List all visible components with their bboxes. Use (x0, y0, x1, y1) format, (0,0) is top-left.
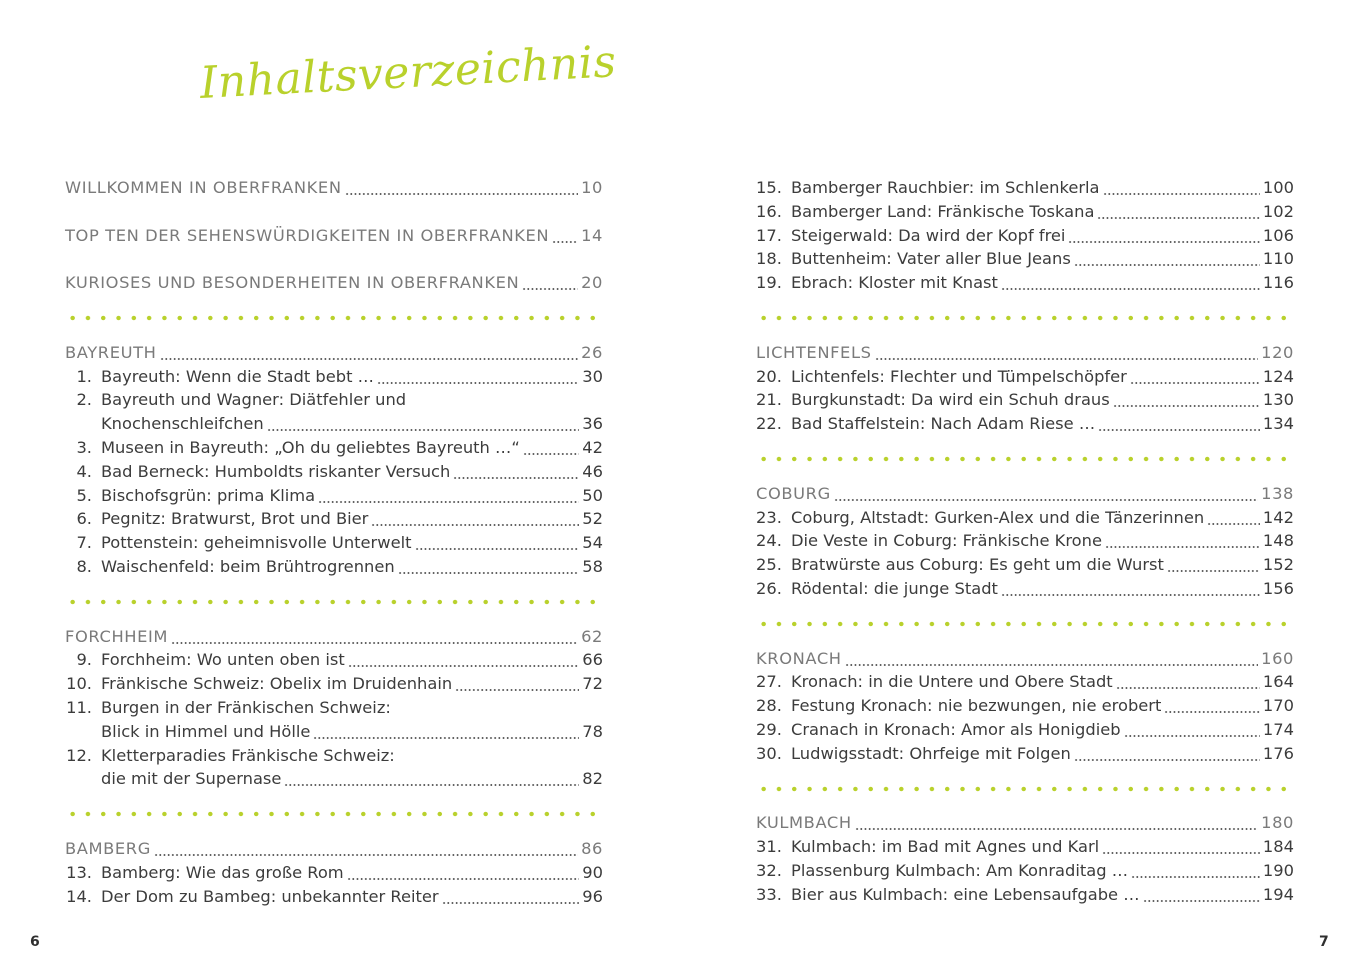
entry-title: Burgkunstadt: Da wird ein Schuh draus (791, 390, 1110, 410)
toc-entry[interactable] (756, 718, 1294, 742)
entry-number: 3. (76, 437, 92, 457)
leader-dots (171, 625, 578, 649)
section-title: COBURG (756, 483, 831, 503)
toc-main-entry[interactable] (65, 224, 603, 248)
entry-page: 180 (1261, 813, 1294, 833)
leader-dots (1001, 271, 1260, 295)
entry-number: 5. (76, 485, 92, 505)
entry-number: 10. (66, 674, 92, 694)
leader-dots (875, 341, 1259, 365)
entry-number: 11. (66, 697, 92, 717)
toc-entry[interactable] (756, 529, 1294, 553)
toc-main-entry[interactable] (65, 176, 603, 200)
entry-page: 116 (1262, 273, 1294, 293)
entry-page: 174 (1262, 719, 1294, 739)
toc-entry[interactable] (65, 507, 603, 531)
entry-title-line2: Knochenschleifchen (101, 414, 264, 434)
section-heading-kronach[interactable] (756, 647, 1294, 671)
entry-page: 36 (582, 414, 603, 434)
leader-dots (371, 507, 579, 531)
entry-title: Bayreuth und Wagner: Diätfehler und (101, 390, 407, 410)
entry-title: Cranach in Kronach: Amor als Honigdieb (791, 719, 1121, 739)
leader-dots (523, 436, 580, 460)
section-title: KRONACH (756, 648, 842, 668)
entry-number: 19. (756, 273, 782, 293)
toc-entry[interactable] (756, 365, 1294, 389)
entry-page: 10 (581, 178, 603, 197)
entry-page: 130 (1262, 390, 1294, 410)
toc-entry[interactable] (65, 365, 603, 389)
toc-entry[interactable] (65, 672, 603, 696)
leader-dots (398, 555, 580, 579)
entry-number: 4. (76, 461, 92, 481)
entry-title: Coburg, Altstadt: Gurken-Alex und die Tänzerinnen (791, 507, 1205, 527)
entry-title: WILLKOMMEN IN OBERFRANKEN (65, 178, 342, 197)
section-heading-bamberg[interactable] (65, 837, 603, 861)
entry-number: 29. (756, 719, 782, 739)
toc-right-column (756, 176, 1294, 907)
entry-title-line2: die mit der Supernase (101, 769, 282, 789)
entry-page: 100 (1262, 178, 1294, 197)
leader-dots (1068, 224, 1259, 248)
leader-dots (154, 837, 578, 861)
entry-number: 32. (756, 860, 782, 880)
entry-page: 52 (582, 509, 603, 529)
entry-title: Rödental: die junge Stadt (791, 578, 998, 598)
section-title: BAYREUTH (65, 342, 157, 362)
entry-number: 15. (756, 178, 782, 197)
dotted-separator (756, 777, 1294, 801)
leader-dots (1124, 718, 1260, 742)
dotted-separator (756, 612, 1294, 636)
entry-title: Pegnitz: Bratwurst, Brot und Bier (101, 509, 369, 529)
toc-entry[interactable] (65, 696, 603, 720)
entry-page: 106 (1262, 225, 1294, 245)
toc-entry[interactable] (756, 388, 1294, 412)
entry-title: Bad Staffelstein: Nach Adam Riese … (791, 414, 1096, 434)
entry-page: 30 (582, 366, 603, 386)
entry-number: 16. (756, 201, 782, 221)
entry-number: 26. (756, 578, 782, 598)
entry-title: Bamberger Land: Fränkische Toskana (791, 201, 1095, 221)
entry-title: Kulmbach: im Bad mit Agnes und Karl (791, 837, 1100, 857)
entry-page: 86 (581, 838, 603, 858)
entry-title: Forchheim: Wo unten oben ist (101, 650, 345, 670)
section-title: FORCHHEIM (65, 626, 169, 646)
entry-title: TOP TEN DER SEHENSWÜRDIGKEITEN IN OBERFRANKEN (65, 225, 550, 245)
entry-page: 78 (582, 721, 603, 741)
entry-page: 124 (1262, 366, 1294, 386)
entry-title: Burgen in der Fränkischen Schweiz: (101, 697, 391, 717)
leader-dots (1074, 247, 1260, 271)
entry-page: 142 (1262, 507, 1294, 527)
entry-number: 23. (756, 507, 782, 527)
entry-number: 25. (756, 555, 782, 575)
entry-title: Fränkische Schweiz: Obelix im Druidenhain (101, 674, 453, 694)
leader-dots (348, 648, 580, 672)
leader-dots (442, 885, 580, 909)
entry-title: Museen in Bayreuth: „Oh du geliebtes Bayreuth …“ (101, 437, 520, 457)
toc-entry[interactable] (756, 553, 1294, 577)
page-number-right: 7 (1319, 934, 1329, 950)
entry-page: 72 (582, 674, 603, 694)
toc-entry[interactable] (756, 506, 1294, 530)
section-title: BAMBERG (65, 838, 151, 858)
toc-entry[interactable] (65, 436, 603, 460)
toc-entry[interactable] (756, 694, 1294, 718)
toc-entry-continuation[interactable] (65, 720, 603, 744)
entry-page: 42 (582, 437, 603, 457)
toc-entry[interactable] (756, 859, 1294, 883)
toc-entry[interactable] (756, 835, 1294, 859)
entry-page: 58 (582, 556, 603, 576)
leader-dots (845, 647, 1258, 671)
toc-entry[interactable] (756, 176, 1294, 200)
entry-number: 14. (66, 886, 92, 906)
entry-page: 164 (1262, 672, 1294, 692)
entry-number: 21. (756, 390, 782, 410)
leader-dots (1097, 200, 1259, 224)
entry-page: 148 (1262, 531, 1294, 551)
toc-entry[interactable] (756, 883, 1294, 907)
entry-title: Plassenburg Kulmbach: Am Konraditag … (791, 860, 1129, 880)
toc-entry[interactable] (65, 388, 603, 412)
entry-title: Der Dom zu Bambeg: unbekannter Reiter (101, 886, 439, 906)
entry-number: 18. (756, 249, 782, 269)
toc-entry[interactable] (65, 460, 603, 484)
section-heading-bayreuth[interactable] (65, 341, 603, 365)
toc-entry[interactable] (65, 555, 603, 579)
leader-dots (1102, 835, 1260, 859)
entry-number: 31. (756, 837, 782, 857)
entry-page: 176 (1262, 743, 1294, 763)
entry-page: 90 (582, 862, 603, 882)
entry-title-line2: Blick in Himmel und Hölle (101, 721, 311, 741)
entry-page: 66 (582, 650, 603, 670)
leader-dots (552, 224, 578, 248)
entry-title: Bratwürste aus Coburg: Es geht um die Wurst (791, 555, 1164, 575)
entry-number: 22. (756, 414, 782, 434)
leader-dots (345, 176, 578, 200)
entry-title: Ludwigsstadt: Ohrfeige mit Folgen (791, 743, 1071, 763)
entry-page: 190 (1262, 860, 1294, 880)
entry-title: Bayreuth: Wenn die Stadt bebt … (101, 366, 374, 386)
dotted-separator (65, 802, 603, 826)
entry-title: Pottenstein: geheimnisvolle Unterwelt (101, 533, 412, 553)
entry-page: 110 (1262, 249, 1294, 269)
toc-entry[interactable] (756, 577, 1294, 601)
toc-entry[interactable] (65, 648, 603, 672)
entry-number: 2. (76, 390, 92, 410)
leader-dots (318, 484, 579, 508)
leader-dots (347, 861, 580, 885)
toc-left-column (65, 176, 603, 908)
leader-dots (284, 767, 579, 791)
entry-title: Bamberger Rauchbier: im Schlenkerla (791, 178, 1100, 197)
entry-number: 1. (76, 366, 92, 386)
entry-page: 14 (581, 225, 603, 245)
entry-page: 26 (581, 342, 603, 362)
section-heading-forchheim[interactable] (65, 625, 603, 649)
page-title: Inhaltsverzeichnis (198, 36, 618, 109)
entry-page: 138 (1261, 483, 1294, 503)
entry-page: 194 (1262, 884, 1294, 904)
entry-page: 96 (582, 886, 603, 906)
entry-number: 30. (756, 743, 782, 763)
entry-title: Waischenfeld: beim Brühtrogrennen (101, 556, 395, 576)
toc-entry[interactable] (756, 412, 1294, 436)
entry-number: 17. (756, 225, 782, 245)
entry-page: 134 (1262, 414, 1294, 434)
section-title: LICHTENFELS (756, 342, 872, 362)
dotted-separator (65, 590, 603, 614)
entry-number: 28. (756, 696, 782, 716)
entry-page: 152 (1262, 555, 1294, 575)
leader-dots (1098, 412, 1260, 436)
leader-dots (1130, 365, 1260, 389)
toc-entry[interactable] (65, 885, 603, 909)
toc-entry-continuation[interactable] (65, 412, 603, 436)
entry-number: 7. (76, 533, 92, 553)
entry-page: 50 (582, 485, 603, 505)
leader-dots (160, 341, 579, 365)
leader-dots (1074, 742, 1260, 766)
entry-number: 12. (66, 745, 92, 765)
leader-dots (522, 271, 578, 295)
toc-entry[interactable] (65, 484, 603, 508)
leader-dots (1164, 694, 1260, 718)
leader-dots (1207, 506, 1260, 530)
toc-entry-continuation[interactable] (65, 767, 603, 791)
entry-title: Ebrach: Kloster mit Knast (791, 273, 998, 293)
entry-title: Buttenheim: Vater aller Blue Jeans (791, 249, 1071, 269)
leader-dots (1143, 883, 1260, 907)
entry-page: 170 (1262, 696, 1294, 716)
leader-dots (834, 482, 1258, 506)
section-heading-lichtenfels[interactable] (756, 341, 1294, 365)
leader-dots (313, 720, 579, 744)
toc-entry[interactable] (756, 670, 1294, 694)
leader-dots (415, 531, 580, 555)
entry-title: KURIOSES UND BESONDERHEITEN IN OBERFRANKEN (65, 273, 520, 293)
entry-number: 27. (756, 672, 782, 692)
entry-number: 24. (756, 531, 782, 551)
toc-entry[interactable] (65, 531, 603, 555)
dotted-separator (756, 447, 1294, 471)
entry-page: 120 (1261, 342, 1294, 362)
leader-dots (1113, 388, 1260, 412)
entry-number: 8. (76, 556, 92, 576)
entry-title: Bischofsgrün: prima Klima (101, 485, 316, 505)
entry-page: 184 (1262, 837, 1294, 857)
entry-number: 20. (756, 366, 782, 386)
entry-title: Steigerwald: Da wird der Kopf frei (791, 225, 1066, 245)
toc-entry[interactable] (756, 200, 1294, 224)
leader-dots (267, 412, 580, 436)
entry-title: Bamberg: Wie das große Rom (101, 862, 344, 882)
leader-dots (855, 811, 1258, 835)
toc-entry[interactable] (756, 224, 1294, 248)
toc-main-entry[interactable] (65, 271, 603, 295)
entry-title: Bad Berneck: Humboldts riskanter Versuch (101, 461, 451, 481)
entry-number: 6. (76, 509, 92, 529)
leader-dots (1167, 553, 1260, 577)
leader-dots (377, 365, 579, 389)
entry-page: 102 (1262, 201, 1294, 221)
dotted-separator (65, 306, 603, 330)
entry-page: 54 (582, 533, 603, 553)
entry-title: Die Veste in Coburg: Fränkische Krone (791, 531, 1102, 551)
leader-dots (453, 460, 579, 484)
leader-dots (455, 672, 579, 696)
leader-dots (1103, 176, 1260, 200)
toc-entry[interactable] (65, 744, 603, 768)
entry-page: 160 (1261, 648, 1294, 668)
toc-entry[interactable] (756, 271, 1294, 295)
section-title: KULMBACH (756, 813, 852, 833)
toc-entry[interactable] (756, 247, 1294, 271)
entry-number: 33. (756, 884, 782, 904)
entry-page: 156 (1262, 578, 1294, 598)
entry-title: Kletterparadies Fränkische Schweiz: (101, 745, 395, 765)
toc-entry[interactable] (756, 742, 1294, 766)
leader-dots (1116, 670, 1260, 694)
entry-page: 62 (581, 626, 603, 646)
leader-dots (1131, 859, 1260, 883)
entry-title: Festung Kronach: nie bezwungen, nie erobert (791, 696, 1162, 716)
toc-entry[interactable] (65, 861, 603, 885)
section-heading-coburg[interactable] (756, 482, 1294, 506)
page-number-left: 6 (30, 934, 40, 950)
entry-number: 13. (66, 862, 92, 882)
entry-title: Lichtenfels: Flechter und Tümpelschöpfer (791, 366, 1127, 386)
entry-page: 82 (582, 769, 603, 789)
entry-title: Kronach: in die Untere und Obere Stadt (791, 672, 1113, 692)
entry-number: 9. (76, 650, 92, 670)
entry-page: 46 (582, 461, 603, 481)
section-heading-kulmbach[interactable] (756, 811, 1294, 835)
leader-dots (1105, 529, 1260, 553)
dotted-separator (756, 306, 1294, 330)
entry-title: Bier aus Kulmbach: eine Lebensaufgabe … (791, 884, 1140, 904)
entry-page: 20 (581, 273, 603, 293)
leader-dots (1001, 577, 1260, 601)
